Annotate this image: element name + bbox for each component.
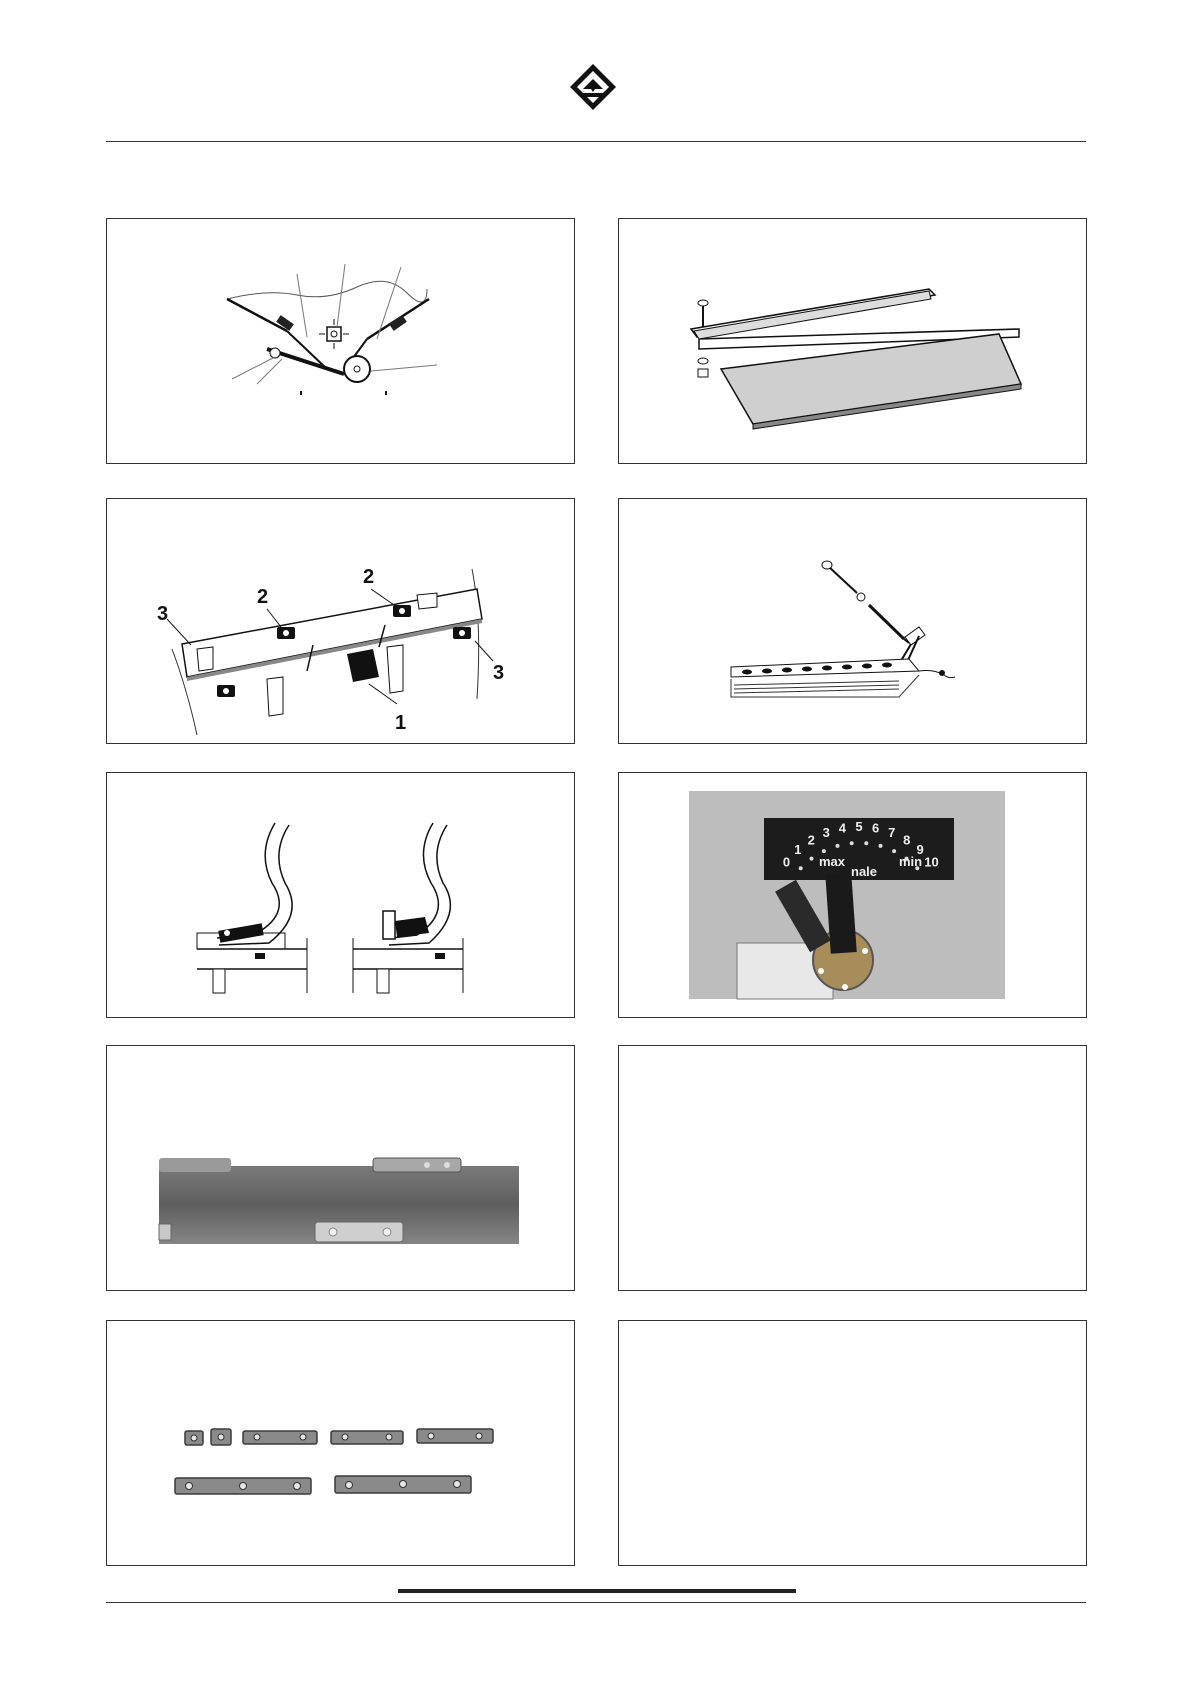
dial-scale-dot xyxy=(850,841,854,845)
figure-bar-photo xyxy=(106,1045,575,1291)
figure-knife-section xyxy=(106,218,575,464)
callout-3-left: 3 xyxy=(157,603,169,625)
plates-photo xyxy=(107,1321,575,1566)
pressure-dial-photo xyxy=(619,773,1087,1018)
callout-3-right: 3 xyxy=(493,662,505,684)
dial-scale-number: 7 xyxy=(888,825,896,840)
dial-scale-number: 6 xyxy=(871,820,880,836)
bar-photo xyxy=(107,1046,575,1291)
figure-empty-2 xyxy=(618,1320,1087,1566)
dial-scale-number: 4 xyxy=(838,820,847,836)
figure-knife-insertion xyxy=(106,772,575,1018)
dial-scale-dot xyxy=(879,844,883,848)
dial-scale-dot xyxy=(822,849,826,853)
dial-scale-number: 5 xyxy=(855,819,863,834)
dial-scale-dot xyxy=(836,844,840,848)
dial-scale-number: 10 xyxy=(924,854,939,870)
knife-insertion-drawing xyxy=(107,773,575,1018)
hold-down-mat-drawing xyxy=(619,219,1087,464)
dial-scale-number: 1 xyxy=(794,842,802,858)
bolt-lever-drawing xyxy=(619,499,1087,744)
callout-2-left: 2 xyxy=(257,586,269,608)
figure-knife-holder-callouts xyxy=(106,498,575,744)
dial-scale-dot xyxy=(810,857,814,861)
callout-1: 1 xyxy=(395,712,407,734)
figure-empty-1 xyxy=(618,1045,1087,1291)
figure-pressure-dial xyxy=(618,772,1087,1018)
dial-scale-number: 8 xyxy=(903,832,911,848)
figure-bolt-lever xyxy=(618,498,1087,744)
dial-label-min: min xyxy=(899,854,923,869)
figure-plates-photo xyxy=(106,1320,575,1566)
knife-section-drawing xyxy=(107,219,575,464)
footer-rule xyxy=(106,1602,1086,1603)
dial-label-max: max xyxy=(819,854,846,869)
dial-scale-number: 2 xyxy=(807,832,815,848)
dial-scale-number: 0 xyxy=(782,854,791,870)
dial-scale-dot xyxy=(799,866,803,870)
callout-2-right: 2 xyxy=(363,566,375,588)
dial-scale-dot xyxy=(892,849,896,853)
dial-label-mid: nale xyxy=(851,864,878,879)
company-logo-icon xyxy=(568,62,618,112)
dial-scale-number: 3 xyxy=(822,825,830,840)
dial-scale-number: 9 xyxy=(916,842,924,858)
figure-hold-down-mat xyxy=(618,218,1087,464)
footer-bar xyxy=(398,1589,796,1593)
knife-holder-drawing xyxy=(107,499,575,744)
header-rule xyxy=(106,141,1086,142)
dial-scale-dot xyxy=(864,841,868,845)
